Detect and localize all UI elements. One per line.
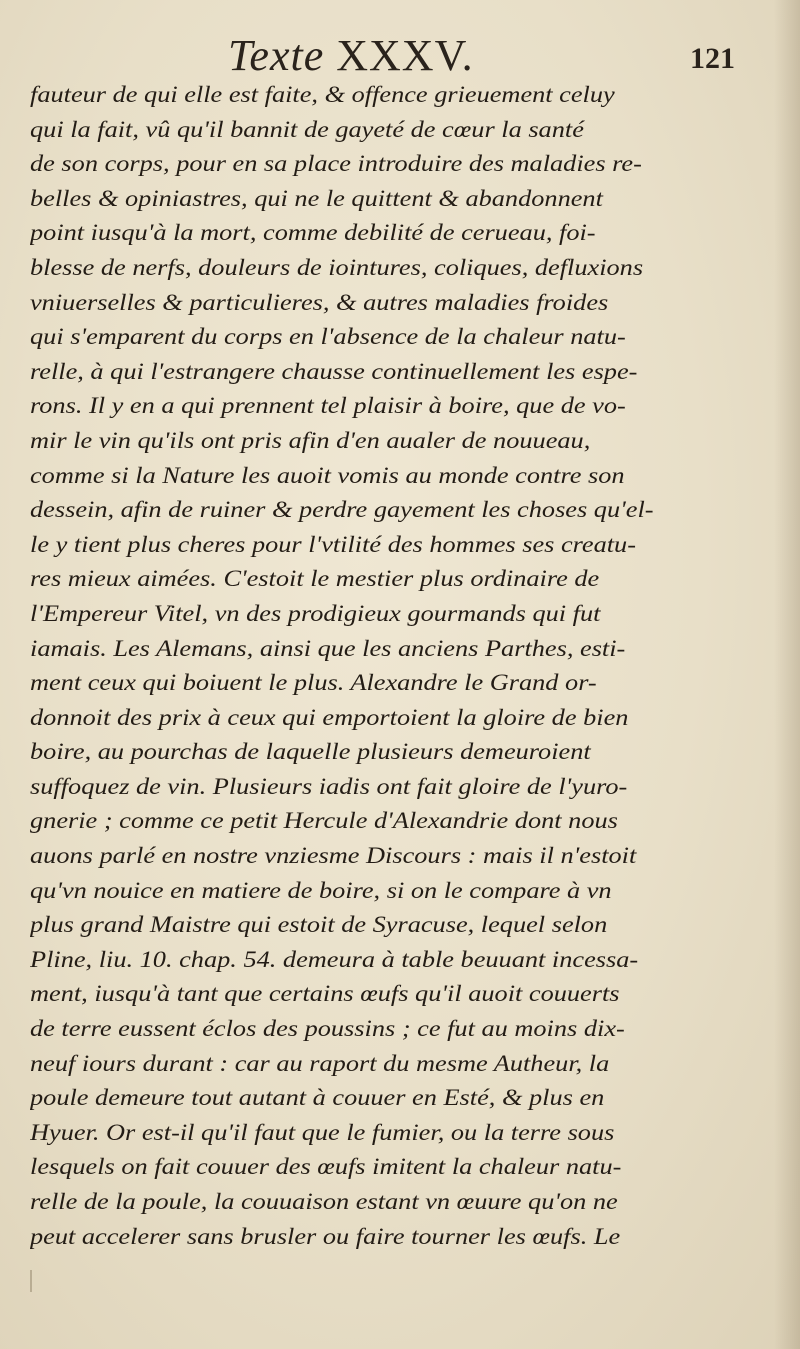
text-line: gnerie ; comme ce petit Hercule d'Alexandrie dont nous (30, 808, 618, 835)
text-line: iamais. Les Alemans, ainsi que les anciens Parthes, esti- (30, 635, 626, 662)
text-line: Pline, liu. 10. chap. 54. demeura à table beuuant incessa- (30, 946, 639, 973)
text-line: ment ceux qui boiuent le plus. Alexandre le Grand or- (30, 670, 597, 697)
text-line: ment, iusqu'à tant que certains œufs qu'il auoit couuerts (30, 981, 620, 1008)
text-line: res mieux aimées. C'estoit le mestier plus ordinaire de (30, 566, 600, 593)
text-line: mir le vin qu'ils ont pris afin d'en aualer de nouueau, (30, 427, 591, 454)
text-line: belles & opiniastres, qui ne le quittent & abandonnent (30, 185, 603, 212)
text-line: comme si la Nature les auoit vomis au monde contre son (30, 462, 625, 489)
text-line: blesse de nerfs, douleurs de iointures, coliques, defluxions (30, 254, 644, 281)
text-line: lesquels on fait couuer des œufs imitent la chaleur natu- (30, 1154, 622, 1181)
text-line: le y tient plus cheres pour l'vtilité des hommes ses creatu- (30, 531, 636, 558)
text-line: fauteur de qui elle est faite, & offence grieuement celuy (30, 82, 615, 108)
running-title-word: Texte (228, 31, 325, 80)
text-line: donnoit des prix à ceux qui emportoient la gloire de bien (30, 704, 629, 731)
text-line: qui s'emparent du corps en l'absence de la chaleur natu- (30, 324, 626, 351)
body-text (30, 78, 790, 1254)
text-line: auons parlé en nostre vnziesme Discours : mais il n'estoit (30, 843, 637, 870)
text-line: peut accelerer sans brusler ou faire tourner les œufs. Le (30, 1223, 621, 1250)
text-line: de terre eussent éclos des poussins ; ce fut au moins dix- (30, 1016, 625, 1043)
text-line: relle de la poule, la couuaison estant vn œuure qu'on ne (30, 1189, 618, 1215)
text-line: qui la fait, vû qu'il bannit de gayeté de cœur la santé (30, 116, 584, 143)
text-line: neuf iours durant : car au raport du mesme Autheur, la (30, 1050, 610, 1077)
text-line: Hyuer. Or est-il qu'il faut que le fumier, ou la terre sous (30, 1119, 615, 1146)
text-line: rons. Il y en a qui prennent tel plaisir à boire, que de vo- (30, 393, 626, 420)
page-number: 121 (690, 42, 735, 75)
running-title-number: XXXV. (336, 31, 474, 80)
text-line: suffoquez de vin. Plusieurs iadis ont fait gloire de l'yuro- (30, 773, 628, 800)
text-line: qu'vn nouice en matiere de boire, si on le compare à vn (30, 877, 612, 904)
text-line: plus grand Maistre qui estoit de Syracuse, lequel selon (30, 912, 608, 939)
text-line: dessein, afin de ruiner & perdre gayement les choses qu'el- (30, 497, 654, 524)
text-line: point iusqu'à la mort, comme debilité de cerueau, foi- (30, 220, 596, 247)
text-line: vniuerselles & particulieres, & autres maladies froides (30, 289, 609, 316)
running-title (228, 30, 474, 81)
text-line: poule demeure tout autant à couuer en Esté, & plus en (30, 1085, 605, 1112)
paper-edge-mark (30, 1270, 32, 1292)
text-line: boire, au pourchas de laquelle plusieurs demeuroient (30, 739, 591, 766)
page-header (0, 30, 800, 82)
text-line: relle, à qui l'estrangere chausse continuellement les espe- (30, 358, 638, 385)
text-line: de son corps, pour en sa place introduire des maladies re- (30, 151, 642, 178)
text-line: l'Empereur Vitel, vn des prodigieux gourmands qui fut (30, 600, 601, 627)
